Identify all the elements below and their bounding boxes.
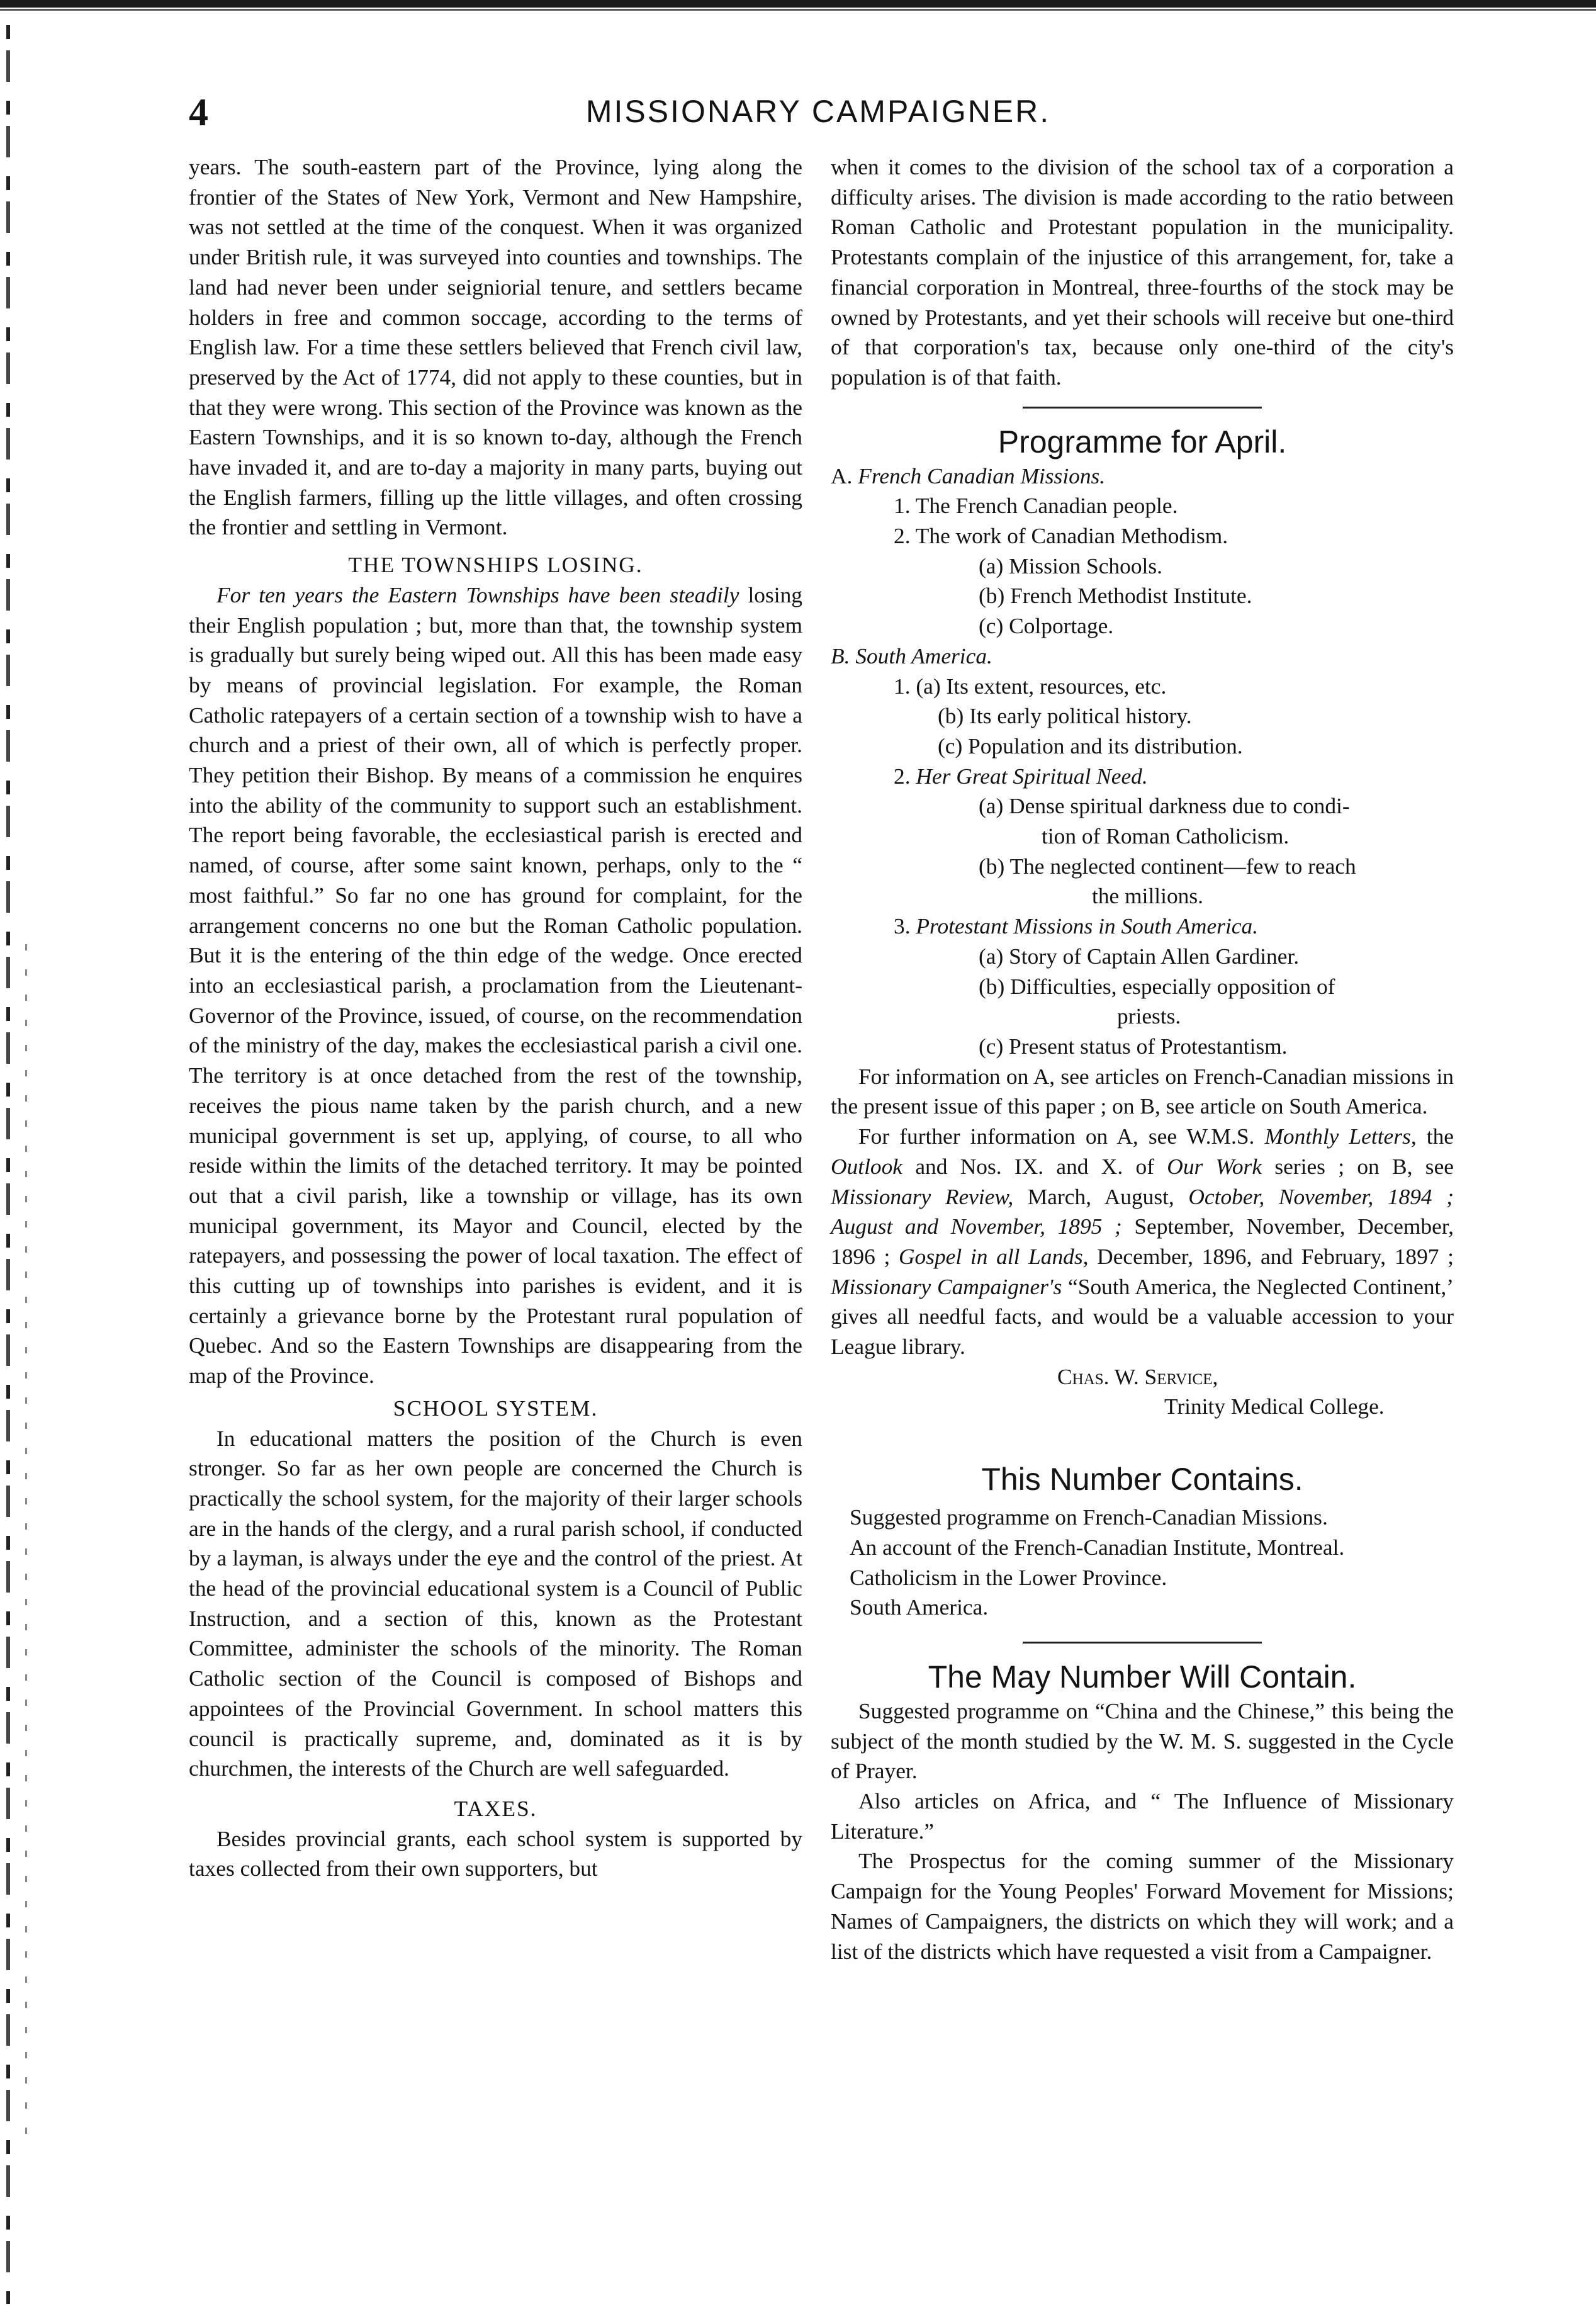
list-item: South America. xyxy=(850,1594,989,1620)
programme-info-paragraph: For information on A, see articles on French-Canadian missions in the present issue of this paper ; on B, see article on South America. xyxy=(831,1063,1454,1119)
heading-school-system: SCHOOL SYSTEM. xyxy=(393,1395,598,1421)
page-number: 4 xyxy=(189,91,208,134)
paragraph-taxes: Besides provincial grants, each school system is supported by taxes collected from their own supporters, but xyxy=(189,1825,802,1881)
heading-taxes: TAXES. xyxy=(454,1795,537,1821)
signature-college: Trinity Medical College. xyxy=(1164,1394,1385,1419)
top-border-rule xyxy=(0,0,1596,8)
list-item: An account of the French-Canadian Institute, Montreal. xyxy=(850,1534,1345,1560)
programme-item: 1. The French Canadian people. xyxy=(894,493,1178,519)
programme-item: 3. Protestant Missions in South America. xyxy=(894,913,1259,939)
may-paragraph: The Prospectus for the coming summer of the Missionary Campaign for the Young Peoples' Forward Movement for Missions; Names of Campaigners, the districts on which they will work; and a list of the districts which have requested a visit from a Campaigner. xyxy=(831,1848,1454,1964)
paragraph-school-system: In educational matters the position of the Church is even stronger. So far as her own people are concerned the Church is practically the school system, for the majority of their larger schools are in the hands of the clergy, and a rural parish school, if conducted by a layman, is always under the eye and the control of the priest. At the head of the provincial educational system is a Council of Public Instruction, and a section of this, known as the Protestant Committee, administer the schools of the minority. The Roman Catholic section of the Council is composed of Bishops and appointees of the Provincial Government. In school matters this council is practically supreme, and, dominated as it is by churchmen, the interests of the Church are well safeguarded. xyxy=(189,1425,802,1781)
programme-subitem: (b) French Methodist Institute. xyxy=(979,583,1252,609)
programme-subitem: (c) Present status of Protestantism. xyxy=(979,1033,1288,1059)
signature-name: Chas. W. Service, xyxy=(1057,1363,1218,1389)
programme-title: Programme for April. xyxy=(998,424,1287,460)
may-paragraph: Also articles on Africa, and “ The Influence of Missionary Literature.” xyxy=(831,1788,1454,1844)
italic-lead-in: For ten years the Eastern Townships have been steadily xyxy=(216,582,739,607)
programme-subitem: (b) Its early political history. xyxy=(938,703,1192,729)
programme-subitem: (b) Difficulties, especially opposition of xyxy=(979,973,1335,999)
may-paragraph: Suggested programme on “China and the Chinese,” this being the subject of the month studied by the W. M. S. suggested in the Cycle of Prayer. xyxy=(831,1698,1454,1784)
programme-subitem: (a) Dense spiritual darkness due to condi- xyxy=(979,793,1350,819)
programme-outline xyxy=(831,461,1454,1062)
programme-subitem-continued: tion of Roman Catholicism. xyxy=(1042,823,1290,849)
heading-townships-losing: THE TOWNSHIPS LOSING. xyxy=(348,552,643,578)
programme-item: 2. The work of Canadian Methodism. xyxy=(894,523,1228,549)
left-margin-marks xyxy=(25,944,27,2140)
section-divider xyxy=(1023,1642,1262,1644)
programme-item: 2. Her Great Spiritual Need. xyxy=(894,763,1148,789)
masthead-title: MISSIONARY CAMPAIGNER. xyxy=(585,94,1051,129)
programme-subitem: (c) Population and its distribution. xyxy=(938,733,1243,758)
contains-title: This Number Contains. xyxy=(981,1462,1303,1497)
programme-subitem: (a) Story of Captain Allen Gardiner. xyxy=(979,943,1300,969)
programme-subitem: (a) Mission Schools. xyxy=(979,553,1162,578)
list-item: Suggested programme on French-Canadian Missions. xyxy=(850,1504,1328,1530)
programme-subitem-continued: priests. xyxy=(1117,1003,1181,1029)
paragraph-townships-losing xyxy=(189,580,802,1391)
section-divider xyxy=(1023,407,1262,409)
contains-list xyxy=(831,1503,1454,1623)
programme-subitem: (b) The neglected continent—few to reach xyxy=(979,853,1356,879)
paragraph-eastern-townships: years. The south-eastern part of the Province, lying along the frontier of the States of New York, Vermont and New Hampshire, was not settled at the time of the conquest. When it was organized under British rule, it was surveyed into counties and townships. The land had never been under seigniorial tenure, and settlers became holders in free and common soccage, according to the terms of English law. For a time these settlers believed that French civil law, preserved by the Act of 1774, did not apply to these counties, but in that they were wrong. This section of the Province was known as the Eastern Townships, and it is so known to-day, although the French have invaded it, and are to-day a majority in many parts, buying out the English farmers, filling up the little villages, and often crossing the frontier and settling in Vermont. xyxy=(189,154,802,540)
programme-item: 1. (a) Its extent, resources, etc. xyxy=(894,673,1167,699)
right-column xyxy=(831,152,1454,1966)
programme-further-info: For further information on A, see W.M.S. Monthly Letters, the Outlook and Nos. IX. and X. of Our Work series ; on B, see Missionary Review, March, August, October, November, 1894 ; August and November, 1895 ; September, November, December, 1896 ; Gospel in all Lands, December, 1896, and February, 1897 ; Missionary Campaigner's “South America, the Neglected Continent,’ gives all needful facts, and would be a valuable accession to your League library. xyxy=(831,1124,1454,1360)
programme-subitem: (c) Colportage. xyxy=(979,613,1114,639)
top-border-rule-thin xyxy=(0,9,1596,11)
programme-subitem-continued: the millions. xyxy=(1092,883,1203,909)
paragraph-school-tax: when it comes to the division of the school tax of a corporation a difficulty arises. The division is made according to the ratio between Roman Catholic and Protestant population in the municipality. Protestants complain of the injustice of this arrangement, for, take a financial corporation in Montreal, three-fourths of the stock may be owned by Protestants, and yet their schools will receive but one-third of that corporation's tax, because only one-third of the city's population is of that faith. xyxy=(831,154,1454,390)
paragraph-townships-losing-body: losing their English population ; but, more than that, the township system is gradually but surely being wiped out. All this has been made easy by means of provincial legislation. For example, the Roman Catholic ratepayers of a certain section of a township wish to have a church and a priest of their own, all of which is perfectly proper. They petition their Bishop. By means of a commission he enquires into the ability of the community to support such an establishment. The report being favorable, the ecclesiastical parish is erected and named, of course, after some saint known, perhaps, only to the “ most faithful.” So far no one has ground for complaint, for the arrangement concerns no one but the Roman Catholic population. But it is the entering of the thin edge of the wedge. Once erected into an ecclesiastical parish, a proclamation from the Lieutenant-Governor of the Province, issued, of course, on the recommendation of the ministry of the day, makes the ecclesiastical parish a civil one. The territory is at once detached from the rest of the township, receives the pious name taken by the parish church, and a new municipal government is set up, applying, of course, to all who reside within the limits of the detached territory. It may be pointed out that a civil parish, like a township or village, has its own municipal government, its Mayor and Council, elected by the ratepayers, and possessing the power of local taxation. The effect of this cutting up of townships into parishes is evident, and it is certainly a grievance borne by the Protestant rural population of Quebec. And so the Eastern Townships are disappearing from the map of the Province. xyxy=(189,582,802,1389)
list-item: Catholicism in the Lower Province. xyxy=(850,1564,1167,1590)
left-binding-edge xyxy=(6,25,10,2304)
programme-section-a: A. French Canadian Missions. xyxy=(831,463,1106,488)
programme-section-b: B. South America. xyxy=(831,643,992,668)
left-column xyxy=(189,152,802,1884)
may-number-title: The May Number Will Contain. xyxy=(928,1659,1357,1695)
